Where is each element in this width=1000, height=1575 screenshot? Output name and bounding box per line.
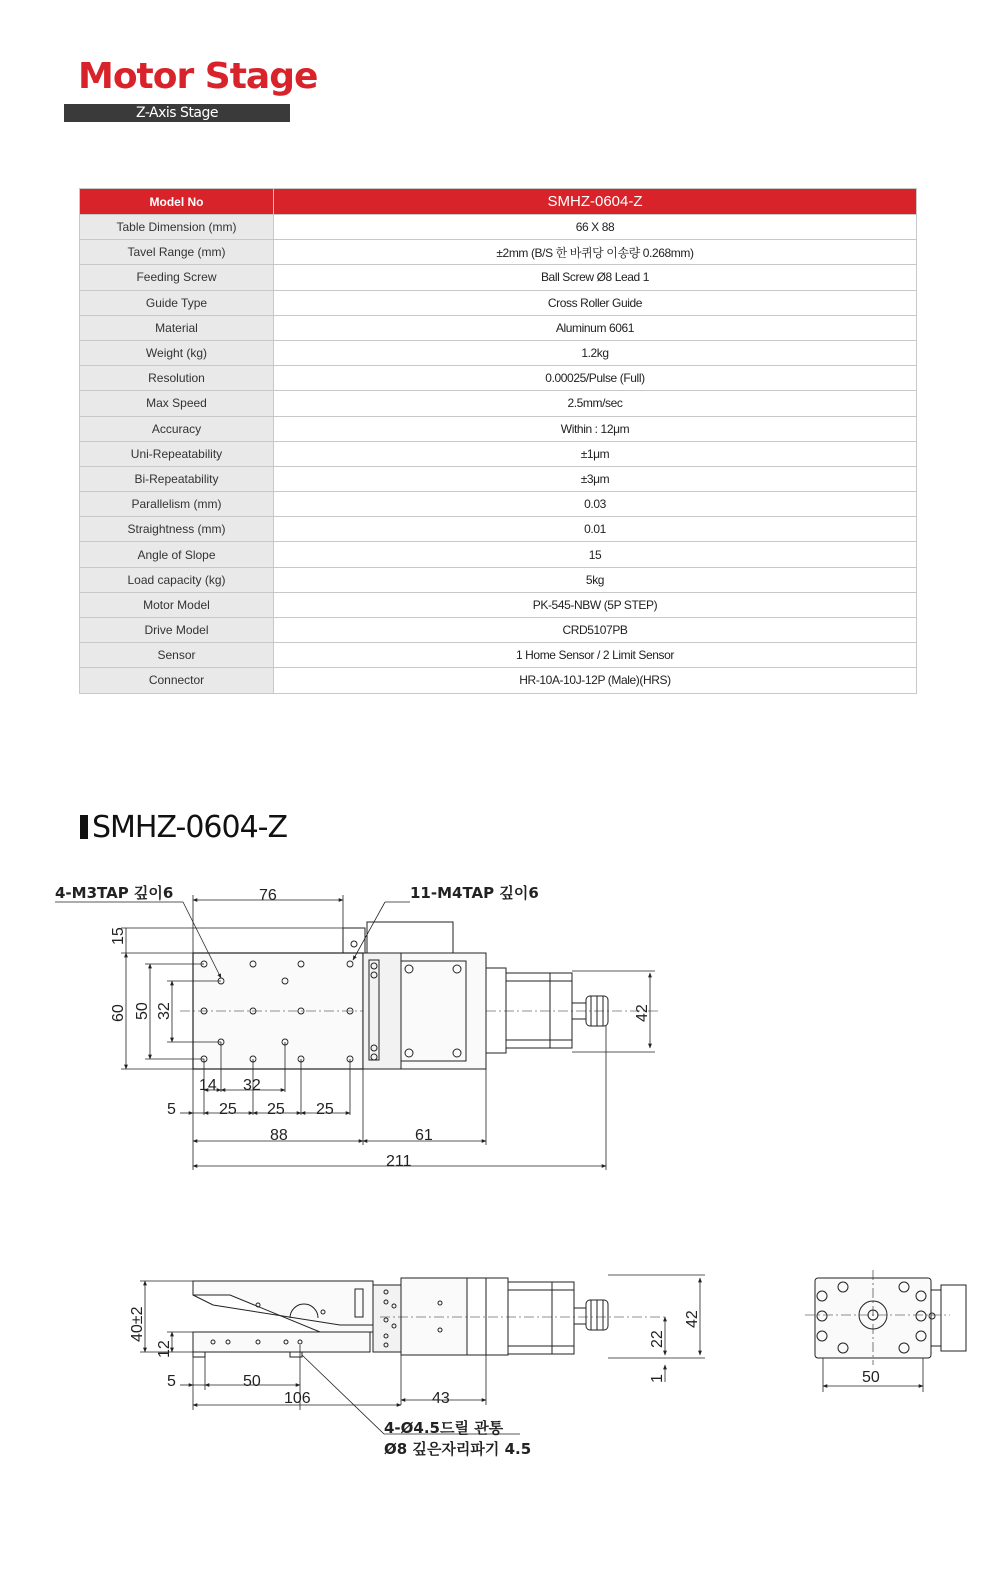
spec-value: ±1μm: [274, 441, 917, 466]
spec-value: 66 X 88: [274, 215, 917, 240]
spec-label: Connector: [80, 668, 274, 693]
header-label: Model No: [80, 189, 274, 215]
spec-value: Ball Screw Ø8 Lead 1: [274, 265, 917, 290]
dim-15: 15: [110, 927, 127, 945]
dim-106: 106: [284, 1390, 311, 1407]
top-view: [180, 922, 660, 1069]
spec-value: Aluminum 6061: [274, 315, 917, 340]
spec-value: CRD5107PB: [274, 618, 917, 643]
header-model: SMHZ-0604-Z: [274, 189, 917, 215]
spec-label: Resolution: [80, 366, 274, 391]
spec-value: 5kg: [274, 567, 917, 592]
spec-value: 0.03: [274, 492, 917, 517]
spec-label: Drive Model: [80, 618, 274, 643]
spec-label: Motor Model: [80, 592, 274, 617]
dim-25-b: 25: [267, 1101, 285, 1118]
spec-label: Uni-Repeatability: [80, 441, 274, 466]
spec-label: Load capacity (kg): [80, 567, 274, 592]
dim-211: 211: [386, 1153, 412, 1170]
dim-22: 22: [649, 1330, 666, 1348]
dim-14: 14: [199, 1077, 217, 1094]
spec-value: PK-545-NBW (5P STEP): [274, 592, 917, 617]
spec-label: Weight (kg): [80, 340, 274, 365]
page-title: Motor Stage: [78, 56, 318, 97]
dim-88: 88: [270, 1127, 288, 1144]
note-drill: 4-Ø4.5드릴 관통: [384, 1419, 504, 1437]
spec-label: Max Speed: [80, 391, 274, 416]
side-view: [193, 1278, 665, 1357]
spec-label: Angle of Slope: [80, 542, 274, 567]
spec-label: Tavel Range (mm): [80, 240, 274, 265]
spec-label: Table Dimension (mm): [80, 215, 274, 240]
dim-25-a: 25: [219, 1101, 237, 1118]
dim-32-vertical: 32: [156, 1002, 173, 1020]
dim-25-c: 25: [316, 1101, 334, 1118]
spec-value: Within : 12μm: [274, 416, 917, 441]
dim-40: 40±2: [129, 1306, 146, 1342]
spec-value: 2.5mm/sec: [274, 391, 917, 416]
note-m4-tap: 11-M4TAP 깊이6: [410, 884, 539, 902]
end-view: [805, 1270, 966, 1365]
spec-label: Accuracy: [80, 416, 274, 441]
section-title-text: SMHZ-0604-Z: [92, 810, 288, 845]
dim-50-side: 50: [243, 1373, 261, 1390]
spec-value: 15: [274, 542, 917, 567]
spec-label: Straightness (mm): [80, 517, 274, 542]
dim-43: 43: [432, 1390, 450, 1407]
spec-value: 1.2kg: [274, 340, 917, 365]
dim-32-horizontal: 32: [243, 1077, 261, 1094]
dim-76: 76: [259, 887, 277, 904]
spec-value: ±2mm (B/S 한 바퀴당 이송량 0.268mm): [274, 240, 917, 265]
spec-label: Feeding Screw: [80, 265, 274, 290]
spec-label: Parallelism (mm): [80, 492, 274, 517]
spec-value: 0.00025/Pulse (Full): [274, 366, 917, 391]
dim-1: 1: [649, 1374, 666, 1383]
spec-value: Cross Roller Guide: [274, 290, 917, 315]
dim-50-end: 50: [862, 1369, 880, 1386]
note-m3-tap: 4-M3TAP 깊이6: [55, 884, 174, 902]
dim-42-top: 42: [634, 1004, 651, 1022]
dim-12: 12: [156, 1340, 173, 1358]
spec-label: Bi-Repeatability: [80, 466, 274, 491]
dim-5-side: 5: [167, 1373, 176, 1390]
dim-60: 60: [110, 1004, 127, 1022]
page-subtitle: Z-Axis Stage: [64, 104, 290, 122]
dim-61: 61: [415, 1127, 433, 1144]
spec-label: Sensor: [80, 643, 274, 668]
spec-value: HR-10A-10J-12P (Male)(HRS): [274, 668, 917, 693]
note-counterbore: Ø8 깊은자리파기 4.5: [384, 1440, 532, 1458]
spec-label: Material: [80, 315, 274, 340]
spec-value: 0.01: [274, 517, 917, 542]
spec-label: Guide Type: [80, 290, 274, 315]
spec-value: 1 Home Sensor / 2 Limit Sensor: [274, 643, 917, 668]
spec-value: ±3μm: [274, 466, 917, 491]
dim-5-top: 5: [167, 1101, 176, 1118]
dim-50: 50: [134, 1002, 151, 1020]
dim-42-side: 42: [684, 1310, 701, 1328]
